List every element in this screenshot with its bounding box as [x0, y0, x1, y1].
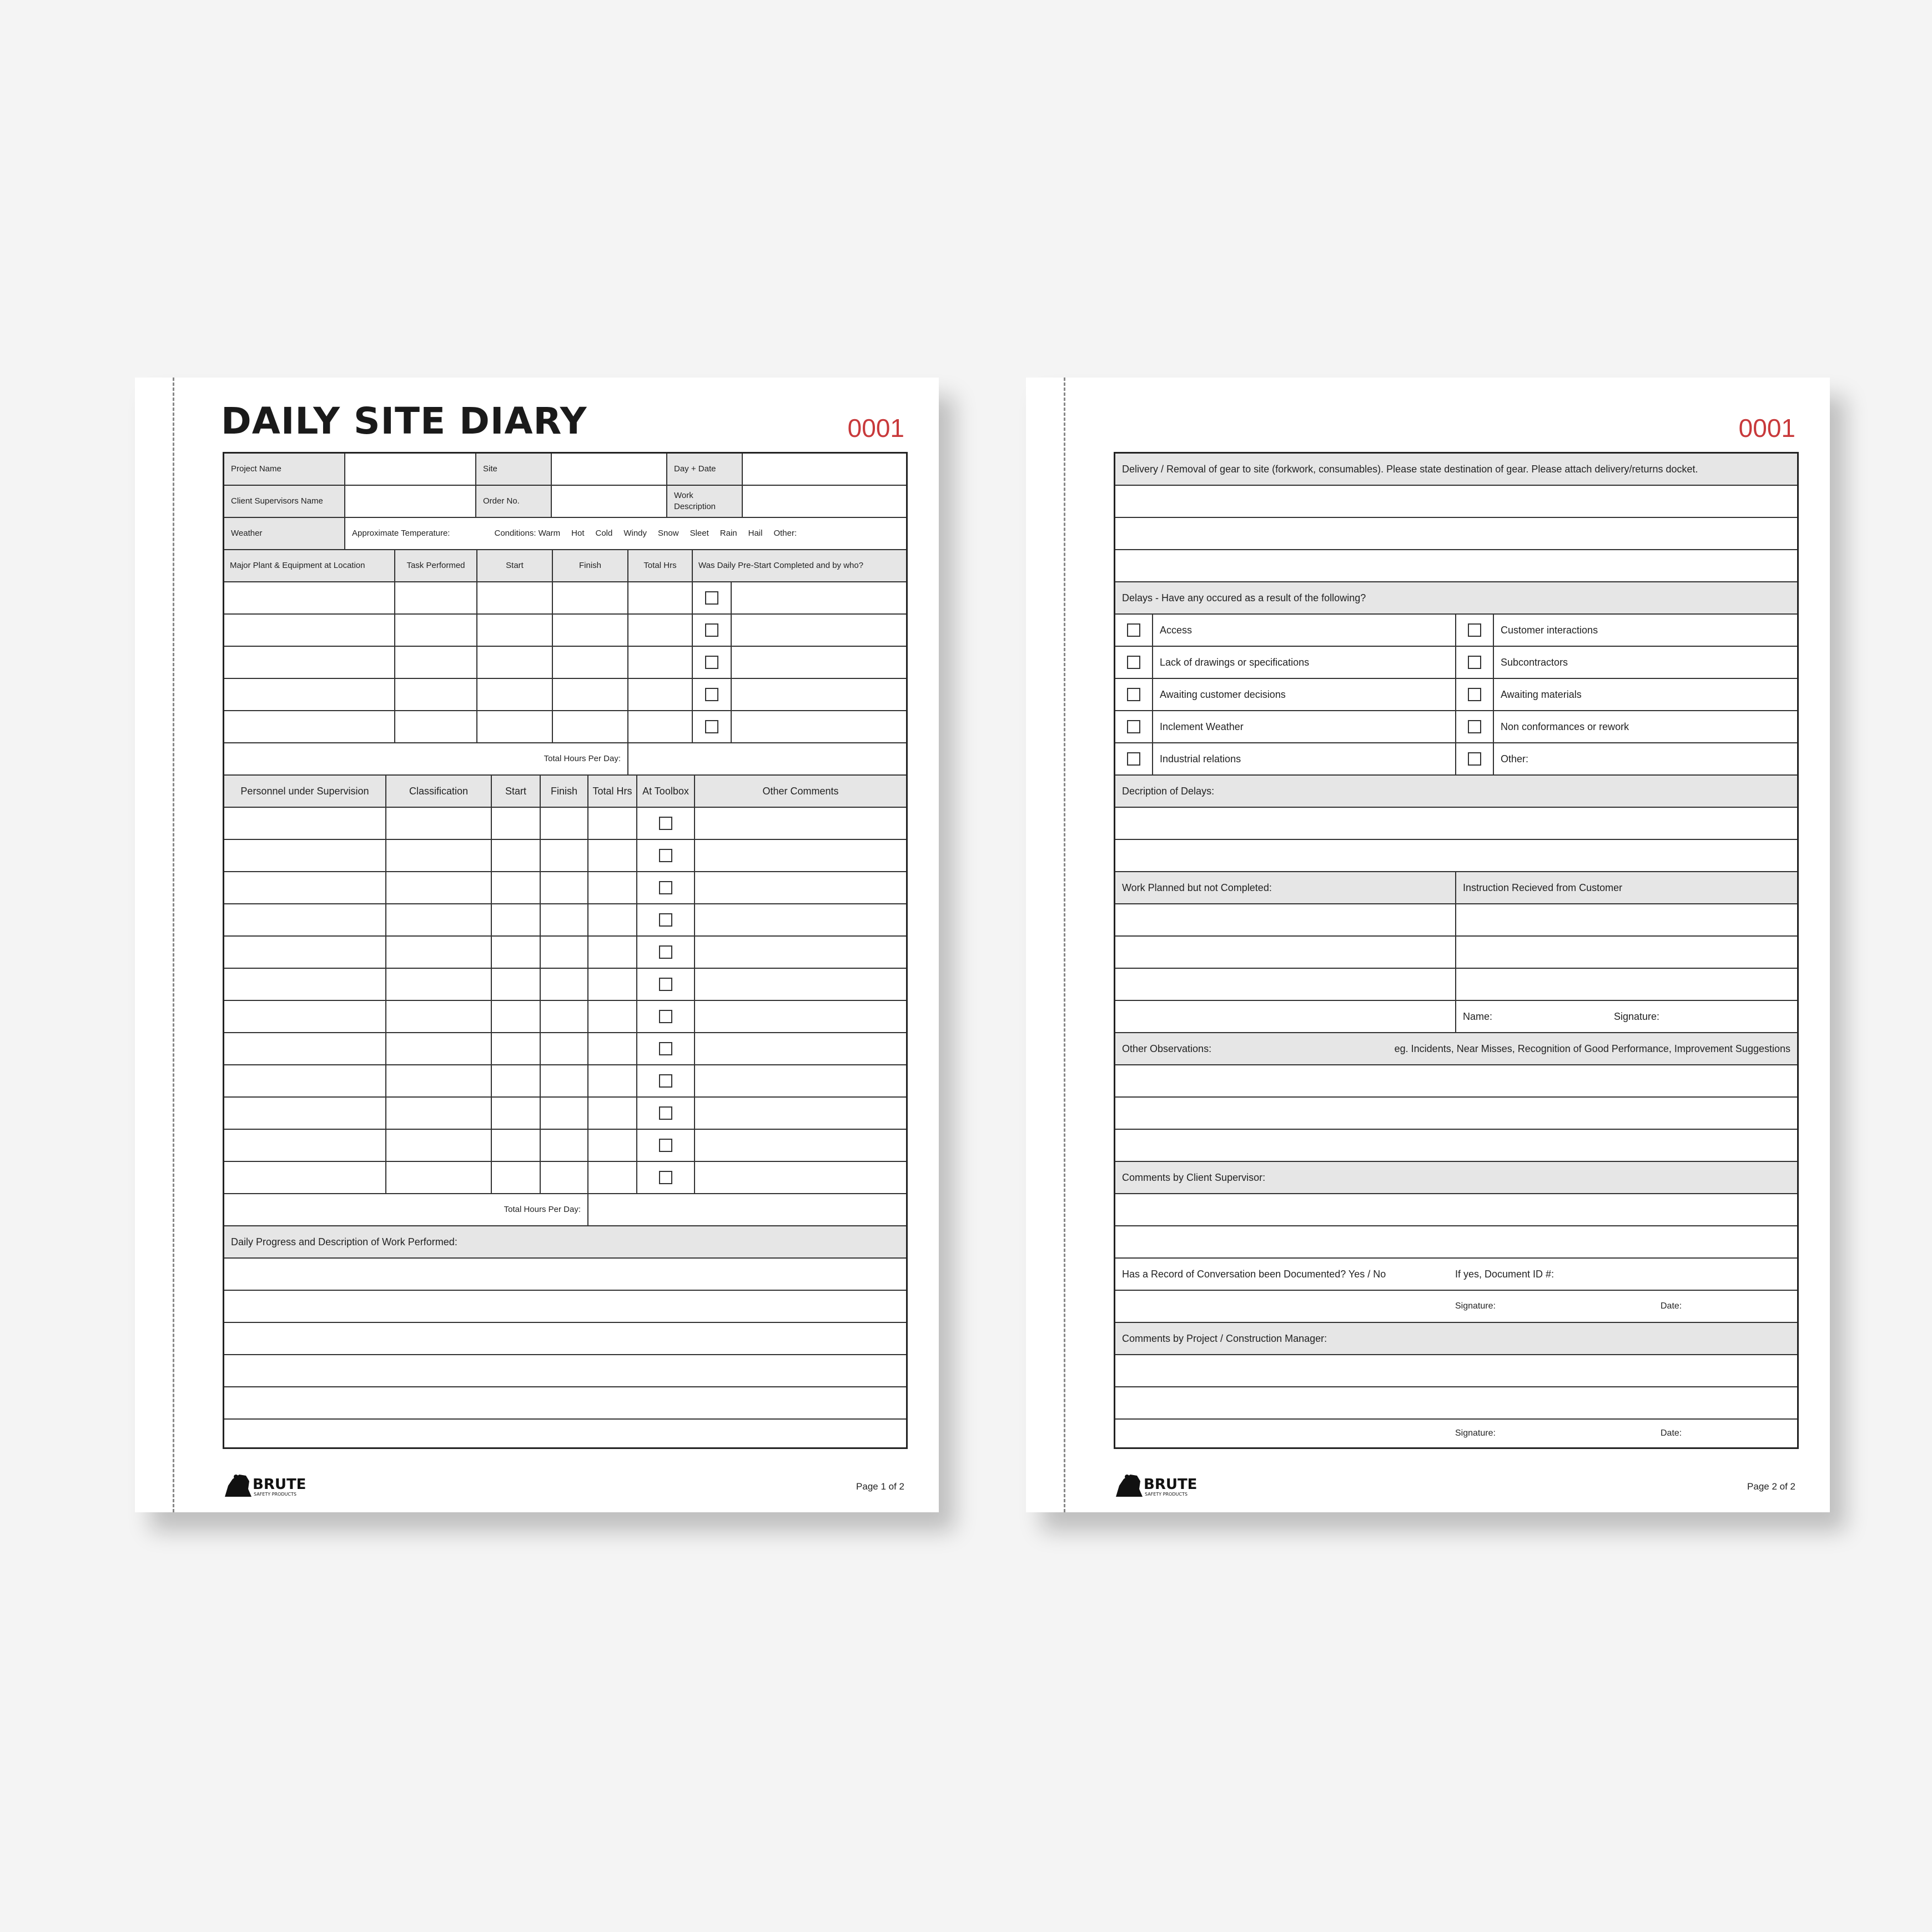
- personnel-name-cell[interactable]: [224, 1162, 386, 1194]
- plant-total-field[interactable]: [628, 743, 906, 776]
- personnel-class-cell[interactable]: [386, 969, 492, 1001]
- personnel-total-cell[interactable]: [588, 1162, 637, 1194]
- condition-cold[interactable]: Cold: [595, 529, 613, 538]
- prestart-by-cell[interactable]: [732, 615, 906, 647]
- personnel-total-cell[interactable]: [588, 1098, 637, 1130]
- client-comments-line-1[interactable]: [1115, 1194, 1797, 1226]
- delay-reason: Customer interactions: [1494, 615, 1797, 647]
- personnel-total-label: Total Hours Per Day:: [224, 1194, 588, 1226]
- site-label: Site: [476, 454, 552, 486]
- delay-checkbox[interactable]: [1468, 688, 1481, 701]
- prestart-check-cell: [693, 582, 732, 615]
- comments-client-label: Comments by Client Supervisor:: [1115, 1162, 1797, 1194]
- record-conversation-row: [1115, 1259, 1797, 1291]
- plant-total-cell[interactable]: [628, 647, 693, 679]
- progress-line[interactable]: [224, 1323, 906, 1355]
- project-name-field[interactable]: [345, 454, 476, 486]
- delay-check-cell: [1456, 647, 1494, 679]
- plant-equipment-cell[interactable]: [224, 711, 395, 743]
- other-observations-row: [1115, 1033, 1797, 1065]
- plant-total-cell[interactable]: [628, 582, 693, 615]
- plant-task-cell[interactable]: [395, 615, 477, 647]
- signature-label: Signature:: [1614, 1010, 1660, 1022]
- diary-form-grid: [223, 452, 908, 1449]
- personnel-name-cell[interactable]: [224, 1130, 386, 1162]
- plant-finish-cell[interactable]: [553, 679, 628, 711]
- comments-pm-label: Comments by Project / Construction Manager:: [1115, 1323, 1797, 1355]
- condition-hail[interactable]: Hail: [748, 529, 763, 538]
- toolbox-checkbox[interactable]: [659, 1171, 672, 1184]
- prestart-check-cell: [693, 711, 732, 743]
- plant-start-cell[interactable]: [477, 679, 553, 711]
- observations-line-2[interactable]: [1115, 1098, 1797, 1130]
- personnel-name-cell[interactable]: [224, 872, 386, 904]
- condition-snow[interactable]: Snow: [658, 529, 679, 538]
- conditions-label: Conditions: Warm: [494, 529, 561, 538]
- personnel-start-cell[interactable]: [492, 1001, 541, 1033]
- personnel-total-cell[interactable]: [588, 872, 637, 904]
- toolbox-checkbox[interactable]: [659, 1074, 672, 1088]
- delivery-line-2[interactable]: [1115, 518, 1797, 550]
- personnel-comments-cell[interactable]: [695, 1130, 906, 1162]
- personnel-comments-cell[interactable]: [695, 1001, 906, 1033]
- plant-equipment-cell[interactable]: [224, 615, 395, 647]
- col-toolbox: At Toolbox: [637, 776, 695, 808]
- personnel-start-cell[interactable]: [492, 1162, 541, 1194]
- plant-finish-cell[interactable]: [553, 647, 628, 679]
- progress-line[interactable]: [224, 1387, 906, 1420]
- delay-reason: Access: [1153, 615, 1456, 647]
- brute-logo: [223, 1469, 317, 1500]
- day-date-field[interactable]: [743, 454, 906, 486]
- weather-label: Weather: [224, 518, 345, 550]
- col-total-hrs: Total Hrs: [628, 550, 693, 582]
- personnel-start-cell[interactable]: [492, 1098, 541, 1130]
- delay-checkbox[interactable]: [1127, 623, 1140, 637]
- plant-total-cell[interactable]: [628, 615, 693, 647]
- work-planned-line[interactable]: [1115, 904, 1456, 937]
- personnel-finish-cell[interactable]: [541, 1162, 588, 1194]
- personnel-start-cell[interactable]: [492, 1065, 541, 1098]
- personnel-total-cell[interactable]: [588, 840, 637, 872]
- progress-line[interactable]: [224, 1259, 906, 1291]
- prestart-check-cell: [693, 647, 732, 679]
- progress-label: Daily Progress and Description of Work Performed:: [224, 1226, 906, 1259]
- delay-check-cell: [1115, 679, 1153, 711]
- pm-signoff-row: [1115, 1420, 1797, 1447]
- page-number: Page 2 of 2: [1747, 1481, 1795, 1492]
- personnel-total-cell[interactable]: [588, 1001, 637, 1033]
- delay-check-cell: [1115, 711, 1153, 743]
- delivery-line-1[interactable]: [1115, 486, 1797, 518]
- work-description-label: Work Description: [667, 486, 743, 518]
- personnel-total-field[interactable]: [588, 1194, 906, 1226]
- toolbox-check-cell: [637, 904, 695, 937]
- client-signature-label: Signature:: [1455, 1301, 1496, 1311]
- personnel-comments-cell[interactable]: [695, 1033, 906, 1065]
- personnel-class-cell[interactable]: [386, 1162, 492, 1194]
- toolbox-check-cell: [637, 937, 695, 969]
- observations-line-3[interactable]: [1115, 1130, 1797, 1162]
- client-supervisor-label: Client Supervisors Name: [224, 486, 345, 518]
- form-title: DAILY SITE DIARY: [221, 400, 587, 442]
- delivery-label: Delivery / Removal of gear to site (forkwork, consumables). Please state destination of gear. Please attach delivery/returns docket.: [1115, 454, 1797, 486]
- col-task: Task Performed: [395, 550, 477, 582]
- personnel-start-cell[interactable]: [492, 1130, 541, 1162]
- toolbox-checkbox[interactable]: [659, 1010, 672, 1023]
- logo-tagline: SAFETY PRODUCTS: [254, 1492, 296, 1497]
- personnel-start-cell[interactable]: [492, 872, 541, 904]
- day-date-label: Day + Date: [667, 454, 743, 486]
- personnel-total-cell[interactable]: [588, 937, 637, 969]
- work-planned-line[interactable]: [1115, 937, 1456, 969]
- personnel-class-cell[interactable]: [386, 904, 492, 937]
- personnel-comments-cell[interactable]: [695, 1098, 906, 1130]
- delay-check-cell: [1115, 615, 1153, 647]
- order-no-label: Order No.: [476, 486, 552, 518]
- delay-reason: Awaiting materials: [1494, 679, 1797, 711]
- instruction-line[interactable]: [1456, 969, 1797, 1001]
- personnel-class-cell[interactable]: [386, 872, 492, 904]
- delays-description-line-1[interactable]: [1115, 808, 1797, 840]
- delay-check-cell: [1456, 711, 1494, 743]
- plant-equipment-cell[interactable]: [224, 647, 395, 679]
- toolbox-checkbox[interactable]: [659, 1106, 672, 1120]
- plant-task-cell[interactable]: [395, 647, 477, 679]
- toolbox-check-cell: [637, 1033, 695, 1065]
- plant-start-cell[interactable]: [477, 711, 553, 743]
- col-equipment: Major Plant & Equipment at Location: [224, 550, 395, 582]
- condition-windy[interactable]: Windy: [623, 529, 647, 538]
- plant-equipment-cell[interactable]: [224, 679, 395, 711]
- progress-line[interactable]: [224, 1420, 906, 1447]
- toolbox-checkbox[interactable]: [659, 849, 672, 862]
- delay-checkbox[interactable]: [1468, 720, 1481, 733]
- client-supervisor-field[interactable]: [345, 486, 476, 518]
- approx-temp-label: Approximate Temperature:: [352, 529, 450, 538]
- work-planned-label: Work Planned but not Completed:: [1115, 872, 1456, 904]
- delay-check-cell: [1456, 615, 1494, 647]
- page-number: Page 1 of 2: [856, 1481, 904, 1492]
- delay-checkbox[interactable]: [1127, 720, 1140, 733]
- personnel-start-cell[interactable]: [492, 808, 541, 840]
- plant-total-label: Total Hours Per Day:: [224, 743, 628, 776]
- personnel-total-cell[interactable]: [588, 969, 637, 1001]
- instruction-signoff-row: [1456, 1001, 1797, 1033]
- progress-line[interactable]: [224, 1291, 906, 1323]
- form-page-1: [135, 378, 939, 1512]
- personnel-name-cell[interactable]: [224, 1001, 386, 1033]
- personnel-class-cell[interactable]: [386, 1001, 492, 1033]
- col-p-start: Start: [492, 776, 541, 808]
- personnel-comments-cell[interactable]: [695, 904, 906, 937]
- personnel-finish-cell[interactable]: [541, 1065, 588, 1098]
- prestart-checkbox[interactable]: [705, 720, 718, 733]
- personnel-start-cell[interactable]: [492, 937, 541, 969]
- col-p-total: Total Hrs: [588, 776, 637, 808]
- other-observations-hint: eg. Incidents, Near Misses, Recognition of Good Performance, Improvement Suggestions: [1394, 1043, 1790, 1054]
- toolbox-check-cell: [637, 872, 695, 904]
- document-number: 0001: [847, 414, 904, 442]
- toolbox-checkbox[interactable]: [659, 1139, 672, 1152]
- delay-reason: Lack of drawings or specifications: [1153, 647, 1456, 679]
- delivery-line-3[interactable]: [1115, 550, 1797, 582]
- toolbox-check-cell: [637, 1065, 695, 1098]
- delay-reason: Inclement Weather: [1153, 711, 1456, 743]
- personnel-comments-cell[interactable]: [695, 1065, 906, 1098]
- personnel-finish-cell[interactable]: [541, 840, 588, 872]
- personnel-finish-cell[interactable]: [541, 872, 588, 904]
- pm-signature-label: Signature:: [1455, 1428, 1496, 1438]
- pm-comments-line-2[interactable]: [1115, 1387, 1797, 1420]
- personnel-name-cell[interactable]: [224, 1098, 386, 1130]
- plant-equipment-cell[interactable]: [224, 582, 395, 615]
- plant-total-cell[interactable]: [628, 711, 693, 743]
- plant-total-cell[interactable]: [628, 679, 693, 711]
- order-no-field[interactable]: [552, 486, 667, 518]
- delay-checkbox[interactable]: [1468, 656, 1481, 669]
- col-other-comments: Other Comments: [695, 776, 906, 808]
- client-date-label: Date:: [1661, 1301, 1682, 1311]
- delays-description-line-2[interactable]: [1115, 840, 1797, 872]
- personnel-class-cell[interactable]: [386, 808, 492, 840]
- personnel-comments-cell[interactable]: [695, 1162, 906, 1194]
- personnel-finish-cell[interactable]: [541, 1001, 588, 1033]
- toolbox-check-cell: [637, 1162, 695, 1194]
- logo-name: BRUTE: [253, 1476, 306, 1493]
- plant-finish-cell[interactable]: [553, 582, 628, 615]
- client-signoff-row: [1115, 1291, 1797, 1323]
- prestart-by-cell[interactable]: [732, 679, 906, 711]
- personnel-finish-cell[interactable]: [541, 937, 588, 969]
- delay-checkbox[interactable]: [1127, 752, 1140, 766]
- toolbox-checkbox[interactable]: [659, 945, 672, 959]
- pm-comments-line-1[interactable]: [1115, 1355, 1797, 1387]
- prestart-by-cell[interactable]: [732, 582, 906, 615]
- personnel-start-cell[interactable]: [492, 969, 541, 1001]
- personnel-class-cell[interactable]: [386, 1098, 492, 1130]
- delay-check-cell: [1456, 743, 1494, 776]
- client-comments-line-2[interactable]: [1115, 1226, 1797, 1259]
- col-p-finish: Finish: [541, 776, 588, 808]
- delay-checkbox[interactable]: [1468, 752, 1481, 766]
- delay-checkbox[interactable]: [1127, 688, 1140, 701]
- col-prestart: Was Daily Pre-Start Completed and by who?: [693, 550, 906, 582]
- plant-finish-cell[interactable]: [553, 615, 628, 647]
- logo-tagline: SAFETY PRODUCTS: [1145, 1492, 1188, 1497]
- instruction-label: Instruction Recieved from Customer: [1456, 872, 1797, 904]
- instruction-line[interactable]: [1456, 937, 1797, 969]
- pm-date-label: Date:: [1661, 1428, 1682, 1438]
- diary-form-grid-2: [1114, 452, 1799, 1449]
- delay-checkbox[interactable]: [1468, 623, 1481, 637]
- description-delays-label: Decription of Delays:: [1115, 776, 1797, 808]
- plant-start-cell[interactable]: [477, 647, 553, 679]
- condition-rain[interactable]: Rain: [720, 529, 737, 538]
- personnel-comments-cell[interactable]: [695, 937, 906, 969]
- personnel-name-cell[interactable]: [224, 840, 386, 872]
- personnel-class-cell[interactable]: [386, 1065, 492, 1098]
- toolbox-check-cell: [637, 840, 695, 872]
- delay-check-cell: [1456, 679, 1494, 711]
- col-finish: Finish: [553, 550, 628, 582]
- personnel-total-cell[interactable]: [588, 1130, 637, 1162]
- toolbox-checkbox[interactable]: [659, 1042, 672, 1055]
- prestart-checkbox[interactable]: [705, 656, 718, 669]
- condition-sleet[interactable]: Sleet: [690, 529, 709, 538]
- other-observations-label: Other Observations:: [1122, 1043, 1212, 1054]
- toolbox-check-cell: [637, 1130, 695, 1162]
- col-classification: Classification: [386, 776, 492, 808]
- condition-other[interactable]: Other:: [773, 529, 797, 538]
- personnel-total-cell[interactable]: [588, 904, 637, 937]
- personnel-name-cell[interactable]: [224, 808, 386, 840]
- perforation-line: [173, 378, 174, 1512]
- perforation-line: [1064, 378, 1065, 1512]
- personnel-name-cell[interactable]: [224, 904, 386, 937]
- work-planned-line[interactable]: [1115, 969, 1456, 1001]
- work-planned-line-4[interactable]: [1115, 1001, 1456, 1033]
- personnel-finish-cell[interactable]: [541, 904, 588, 937]
- toolbox-checkbox[interactable]: [659, 978, 672, 991]
- progress-line[interactable]: [224, 1355, 906, 1387]
- personnel-finish-cell[interactable]: [541, 1033, 588, 1065]
- toolbox-checkbox[interactable]: [659, 913, 672, 927]
- prestart-checkbox[interactable]: [705, 688, 718, 701]
- name-label: Name:: [1463, 1010, 1493, 1022]
- personnel-name-cell[interactable]: [224, 937, 386, 969]
- instruction-line[interactable]: [1456, 904, 1797, 937]
- project-name-label: Project Name: [224, 454, 345, 486]
- prestart-by-cell[interactable]: [732, 647, 906, 679]
- toolbox-check-cell: [637, 808, 695, 840]
- personnel-comments-cell[interactable]: [695, 808, 906, 840]
- toolbox-checkbox[interactable]: [659, 881, 672, 894]
- personnel-name-cell[interactable]: [224, 969, 386, 1001]
- weather-conditions-row: [345, 518, 906, 550]
- logo-name: BRUTE: [1144, 1476, 1198, 1493]
- delay-checkbox[interactable]: [1127, 656, 1140, 669]
- plant-start-cell[interactable]: [477, 615, 553, 647]
- plant-task-cell[interactable]: [395, 711, 477, 743]
- prestart-check-cell: [693, 679, 732, 711]
- personnel-total-cell[interactable]: [588, 1065, 637, 1098]
- prestart-by-cell[interactable]: [732, 711, 906, 743]
- observations-line-1[interactable]: [1115, 1065, 1797, 1098]
- col-personnel: Personnel under Supervision: [224, 776, 386, 808]
- personnel-start-cell[interactable]: [492, 1033, 541, 1065]
- site-field[interactable]: [552, 454, 667, 486]
- work-description-field[interactable]: [743, 486, 906, 518]
- form-page-2: [1026, 378, 1830, 1512]
- delay-reason: Other:: [1494, 743, 1797, 776]
- personnel-comments-cell[interactable]: [695, 872, 906, 904]
- personnel-finish-cell[interactable]: [541, 808, 588, 840]
- plant-start-cell[interactable]: [477, 582, 553, 615]
- personnel-finish-cell[interactable]: [541, 969, 588, 1001]
- personnel-class-cell[interactable]: [386, 840, 492, 872]
- personnel-total-cell[interactable]: [588, 1033, 637, 1065]
- personnel-name-cell[interactable]: [224, 1033, 386, 1065]
- prestart-check-cell: [693, 615, 732, 647]
- prestart-checkbox[interactable]: [705, 623, 718, 637]
- toolbox-check-cell: [637, 1001, 695, 1033]
- document-number: 0001: [1738, 414, 1795, 442]
- personnel-total-cell[interactable]: [588, 808, 637, 840]
- plant-task-cell[interactable]: [395, 679, 477, 711]
- prestart-checkbox[interactable]: [705, 591, 718, 605]
- toolbox-check-cell: [637, 1098, 695, 1130]
- condition-hot[interactable]: Hot: [571, 529, 585, 538]
- personnel-start-cell[interactable]: [492, 840, 541, 872]
- personnel-start-cell[interactable]: [492, 904, 541, 937]
- delay-reason: Subcontractors: [1494, 647, 1797, 679]
- col-start: Start: [477, 550, 553, 582]
- delay-reason: Non conformances or rework: [1494, 711, 1797, 743]
- personnel-class-cell[interactable]: [386, 937, 492, 969]
- delay-reason: Awaiting customer decisions: [1153, 679, 1456, 711]
- delay-reason: Industrial relations: [1153, 743, 1456, 776]
- plant-task-cell[interactable]: [395, 582, 477, 615]
- personnel-name-cell[interactable]: [224, 1065, 386, 1098]
- personnel-finish-cell[interactable]: [541, 1098, 588, 1130]
- delays-label: Delays - Have any occured as a result of the following?: [1115, 582, 1797, 615]
- personnel-comments-cell[interactable]: [695, 840, 906, 872]
- document-id-label: If yes, Document ID #:: [1455, 1268, 1554, 1280]
- brute-logo: [1114, 1469, 1208, 1500]
- personnel-comments-cell[interactable]: [695, 969, 906, 1001]
- personnel-class-cell[interactable]: [386, 1033, 492, 1065]
- personnel-class-cell[interactable]: [386, 1130, 492, 1162]
- record-question: Has a Record of Conversation been Documented? Yes / No: [1122, 1268, 1386, 1280]
- plant-finish-cell[interactable]: [553, 711, 628, 743]
- delay-check-cell: [1115, 647, 1153, 679]
- toolbox-checkbox[interactable]: [659, 817, 672, 830]
- toolbox-check-cell: [637, 969, 695, 1001]
- personnel-finish-cell[interactable]: [541, 1130, 588, 1162]
- delay-check-cell: [1115, 743, 1153, 776]
